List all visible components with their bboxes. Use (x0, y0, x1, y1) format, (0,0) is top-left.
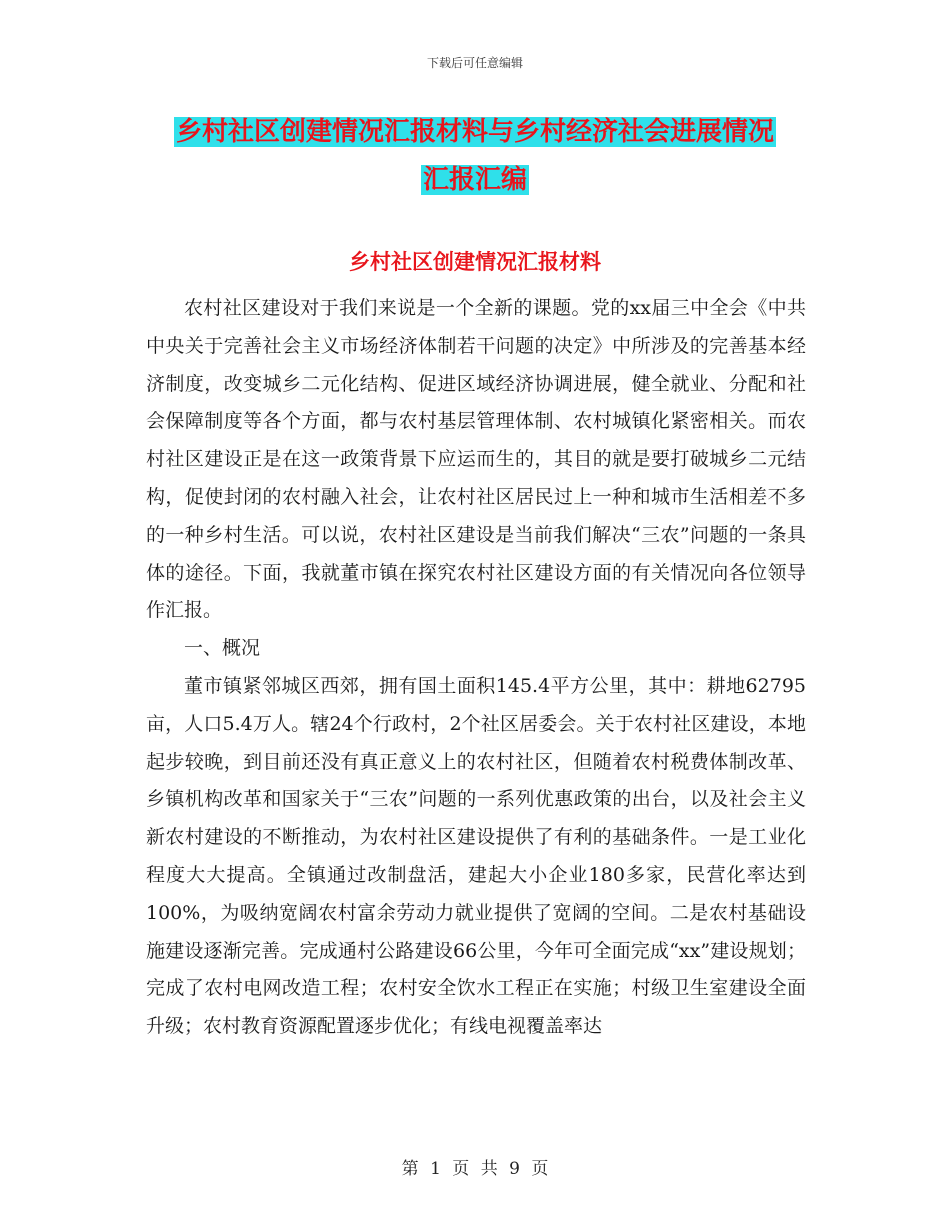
section-title: 乡村社区创建情况汇报材料 (349, 250, 601, 274)
title-line-1: 乡村社区创建情况汇报材料与乡村经济社会进展情况 (175, 117, 774, 147)
paragraph-overview: 董市镇紧邻城区西郊，拥有国土面积145.4平方公里，其中：耕地62795亩，人口5.4万人。辖24个行政村，2个社区居委会。关于农村社区建设，本地起步较晚，到目前还没有真正意义上的农村社区，但随着农村税费体制改革、乡镇机构改革和国家关于“三农”问题的一系列优惠政策的出台，以及社会主义新农村建设的不断推动，为农村社区建设提供了有利的基础条件。一是工业化程度大大提高。全镇通过改制盘活，建起大小企业180多家，民营化率达到100%，为吸纳宽阔农村富余劳动力就业提供了宽阔的空间。二是农村基础设施建设逐渐完善。完成通村公路建设66公里，今年可全面完成“xx”建设规划；完成了农村电网改造工程；农村安全饮水工程正在实施；村级卫生室建设全面升级；农村教育资源配置逐步优化；有线电视覆盖率达 (146, 674, 806, 1038)
heading-overview: 一、概况 (184, 637, 261, 660)
title-line-2: 汇报汇编 (422, 165, 527, 195)
paragraph-intro: 农村社区建设对于我们来说是一个全新的课题。党的xx届三中全会《中共中央关于完善社会主义市场经济体制若干问题的决定》中所涉及的完善基本经济制度，改变城乡二元化结构、促进区域经济协调进展，健全就业、分配和社会保障制度等各个方面，都与农村基层管理体制、农村城镇化紧密相关。而农村社区建设正是在这一政策背景下应运而生的，其目的就是要打破城乡二元结构，促使封闭的农村融入社会，让农村社区居民过上一种和城市生活相差不多的一种乡村生活。可以说，农村社区建设是当前我们解决“三农”问题的一条具体的途径。下面，我就董市镇在探究农村社区建设方面的有关情况向各位领导作汇报。 (146, 297, 806, 622)
page-footer: 第 1 页 共 9 页 (401, 1159, 549, 1179)
document-title (120, 108, 830, 204)
header-note: 下载后可任意编辑 (426, 56, 523, 70)
document-body (146, 290, 806, 1046)
